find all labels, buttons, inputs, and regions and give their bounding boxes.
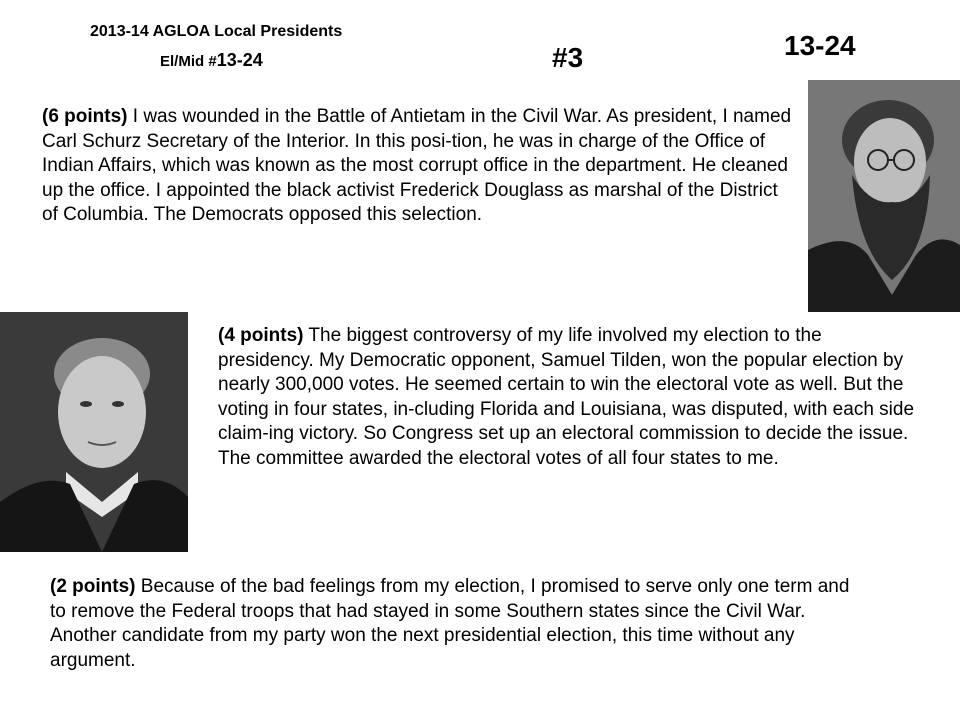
clue-text: The biggest controversy of my life involved my election to the presidency. My Democratic opponent, Samuel Tilden, won the popular election by nearly 300,000 votes. He seemed certain to win the electoral vote as well. But the voting in four states, in-cluding Florida and Louisiana, was disputed, with each side claim-ing victory. So Congress set up an electoral commission to decide the issue. The committee awarded the electoral votes of all four states to me. bbox=[218, 325, 915, 469]
header-subtitle-number: 13-24 bbox=[216, 50, 263, 70]
card-code: 13-24 bbox=[784, 30, 856, 61]
portrait-carl-schurz bbox=[808, 80, 960, 312]
header-subtitle bbox=[160, 50, 263, 72]
portrait-illustration bbox=[0, 312, 188, 552]
card-number: #3 bbox=[552, 42, 584, 73]
portrait-samuel-tilden bbox=[0, 312, 188, 552]
clue-2-points bbox=[50, 575, 860, 673]
clue-6-points bbox=[42, 105, 794, 228]
portrait-illustration bbox=[808, 80, 960, 312]
clue-points-label: (6 points) bbox=[42, 106, 128, 127]
clue-text: I was wounded in the Battle of Antietam in the Civil War. As president, I named Carl Schurz Secretary of the Interior. In this posi-tion, he was in charge of the Office of Indian Affairs, which was known as the most corrupt office in the department. He cleaned up the office. I appointed the black activist Frederick Douglass as marshal of the District of Columbia. The Democrats opposed this selection. bbox=[42, 106, 792, 225]
clue-text: Because of the bad feelings from my election, I promised to serve only one term and to remove the Federal troops that had stayed in some Southern states since the Civil War. Another candidate from my party won the next presidential election, this time without any argument. bbox=[50, 576, 850, 671]
clue-points-label: (4 points) bbox=[218, 325, 304, 346]
header-title: 2013-14 AGLOA Local Presidents bbox=[90, 23, 343, 40]
clue-4-points bbox=[218, 324, 918, 471]
clue-points-label: (2 points) bbox=[50, 576, 136, 597]
header-subtitle-prefix: El/Mid # bbox=[160, 53, 217, 70]
